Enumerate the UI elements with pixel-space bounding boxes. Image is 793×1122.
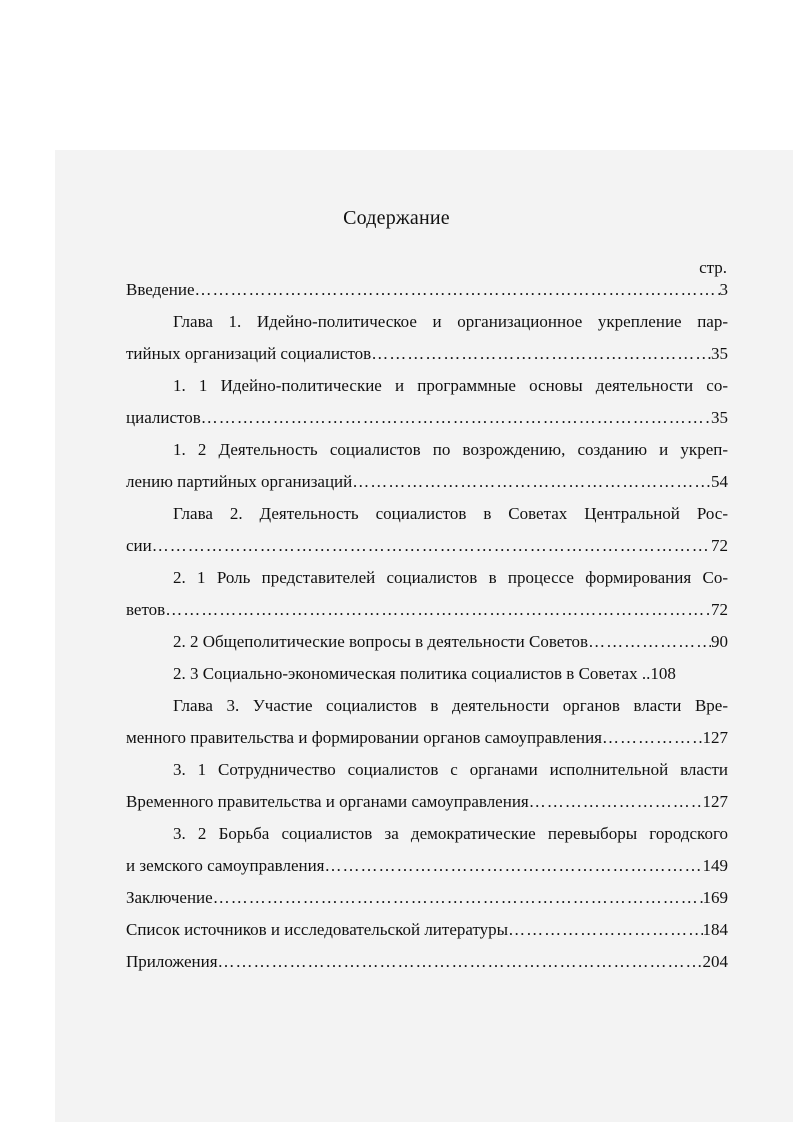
- toc-entry-section-2-2: [173, 631, 728, 653]
- toc-entry-introduction: [126, 279, 728, 301]
- toc-entry-section-3-2-line-1: 3. 2 Борьба социалистов за демократические перевыборы городского: [173, 824, 728, 843]
- toc-page-number: 127: [702, 728, 728, 747]
- dot-leader: [602, 727, 703, 749]
- toc-page-number: 108: [650, 664, 676, 683]
- toc-entry-section-3-1-line-2: [126, 791, 728, 813]
- toc-entry-text: сии: [126, 536, 152, 555]
- dot-leader: [588, 631, 711, 653]
- toc-entry-chapter-3-line-2: [126, 727, 728, 749]
- toc-entry-chapter-1-line-2: [126, 343, 728, 365]
- dot-leader: [371, 343, 711, 365]
- dot-leader: [152, 535, 711, 557]
- toc-entry-section-1-1-line-1: 1. 1 Идейно-политические и программные основы деятельности со-: [173, 376, 728, 395]
- toc-page-number: 54: [711, 472, 728, 491]
- toc-entry-text: и земского самоуправления: [126, 856, 325, 875]
- toc-entry-text: Список источников и исследовательской литературы: [126, 920, 509, 939]
- toc-page-number: 72: [711, 536, 728, 555]
- toc-page-number: 204: [702, 952, 728, 971]
- dot-leader: [218, 951, 703, 973]
- toc-page-number: 35: [711, 408, 728, 427]
- dot-leader: [352, 471, 711, 493]
- toc-entry-chapter-2-line-1: Глава 2. Деятельность социалистов в Советах Центральной Рос-: [173, 504, 728, 523]
- toc-entry-conclusion: [126, 887, 728, 909]
- toc-entry-text: ветов: [126, 600, 166, 619]
- toc-entry-text: циалистов: [126, 408, 201, 427]
- toc-entry-text: лению партийных организаций: [126, 472, 353, 491]
- toc-entry-text: Приложения: [126, 952, 218, 971]
- toc-entry-section-2-3: [173, 663, 728, 685]
- dot-leader: [165, 599, 711, 621]
- toc-page-number: 149: [702, 856, 728, 875]
- toc-entry-section-1-1-line-2: [126, 407, 728, 429]
- toc-entry-section-2-1-line-1: 2. 1 Роль представителей социалистов в процессе формирования Со-: [173, 568, 728, 587]
- dot-leader: [213, 887, 703, 909]
- toc-entry-section-1-2-line-2: [126, 471, 728, 493]
- toc-entry-text: менного правительства и формировании органов самоуправления: [126, 728, 602, 747]
- toc-entry-section-1-2-line-1: 1. 2 Деятельность социалистов по возрождению, созданию и укреп-: [173, 440, 728, 459]
- toc-entry-text: тийных организаций социалистов: [126, 344, 372, 363]
- toc-entry-chapter-1-line-1: Глава 1. Идейно-политическое и организационное укрепление пар-: [173, 312, 728, 331]
- toc-page-number: 35: [711, 344, 728, 363]
- toc-entry-text: Временного правительства и органами самоуправления: [126, 792, 529, 811]
- toc-entry-text: Введение: [126, 280, 195, 299]
- toc-entry-section-2-1-line-2: [126, 599, 728, 621]
- toc-page-number: 72: [711, 600, 728, 619]
- toc-entry-chapter-2-line-2: [126, 535, 728, 557]
- toc-entry-chapter-3-line-1: Глава 3. Участие социалистов в деятельности органов власти Вре-: [173, 696, 728, 715]
- dot-leader: [529, 791, 703, 813]
- toc-entry-text: 2. 3 Социально-экономическая политика социалистов в Советах ..: [173, 664, 651, 683]
- toc-entry-section-3-1-line-1: 3. 1 Сотрудничество социалистов с органами исполнительной власти: [173, 760, 728, 779]
- toc-entry-bibliography: [126, 919, 728, 941]
- page-title: Содержание: [343, 207, 450, 229]
- toc-entry-text: 2. 2 Общеполитические вопросы в деятельности Советов: [173, 632, 589, 651]
- toc-entry-text: Заключение: [126, 888, 213, 907]
- toc-page-number: 169: [702, 888, 728, 907]
- toc-page-number: 90: [711, 632, 728, 651]
- toc-page-number: 184: [702, 920, 728, 939]
- dot-leader: [201, 407, 711, 429]
- toc-entry-section-3-2-line-2: [126, 855, 728, 877]
- toc-page-number: 127: [702, 792, 728, 811]
- toc-entry-appendices: [126, 951, 728, 973]
- toc-page-number: 3: [719, 280, 728, 299]
- page-column-label: стр.: [699, 258, 727, 277]
- dot-leader: [508, 919, 702, 941]
- dot-leader: [325, 855, 703, 877]
- dot-leader: [195, 279, 720, 301]
